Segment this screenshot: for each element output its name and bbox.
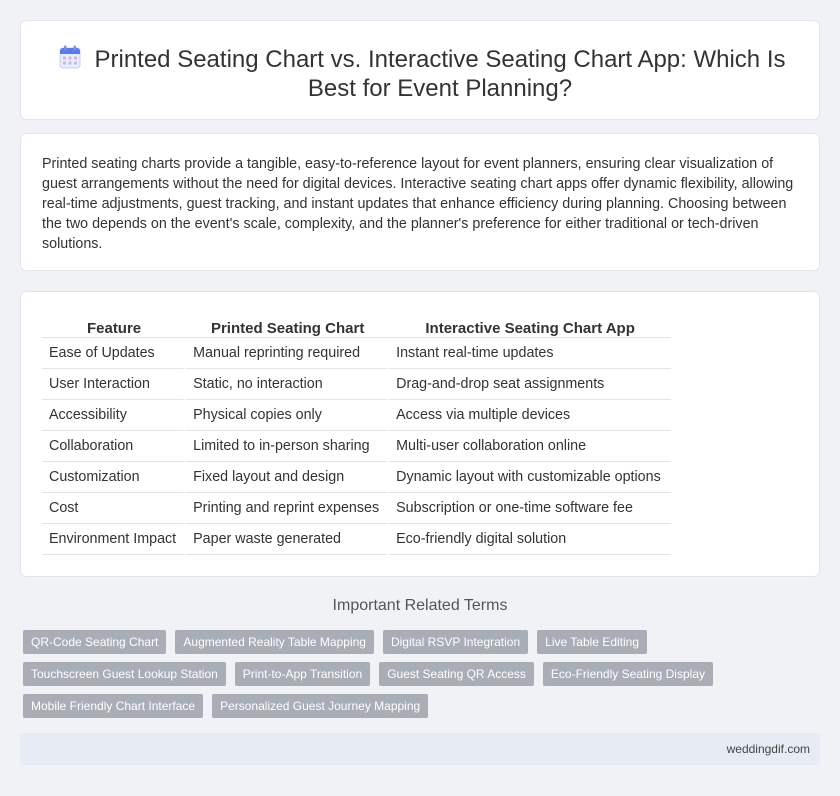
table-header-row [42, 316, 671, 338]
term-tag[interactable]: Digital RSVP Integration [383, 630, 528, 654]
term-tag[interactable]: Personalized Guest Journey Mapping [212, 694, 428, 718]
table-cell: Multi-user collaboration online [389, 431, 671, 462]
table-cell: Instant real-time updates [389, 338, 671, 369]
term-tag[interactable]: Touchscreen Guest Lookup Station [23, 662, 226, 686]
table-row [42, 369, 671, 400]
term-tag[interactable]: Augmented Reality Table Mapping [175, 630, 374, 654]
calendar-icon [59, 45, 81, 69]
table-cell: Accessibility [42, 400, 186, 431]
term-tag[interactable]: Guest Seating QR Access [379, 662, 534, 686]
table-cell: Cost [42, 493, 186, 524]
table-cell: Access via multiple devices [389, 400, 671, 431]
site-credit-link[interactable]: weddingdif.com [726, 742, 810, 756]
footer-bar [20, 733, 820, 765]
table-cell: Manual reprinting required [186, 338, 389, 369]
page-title: Printed Seating Chart vs. Interactive Seating Chart App: Which Is Best for Event Planning? [94, 46, 786, 102]
table-cell: Drag-and-drop seat assignments [389, 369, 671, 400]
column-header-printed: Printed Seating Chart [186, 316, 389, 338]
table-cell: Static, no interaction [186, 369, 389, 400]
comparison-card [20, 291, 820, 577]
related-terms-heading: Important Related Terms [332, 597, 508, 614]
term-tag[interactable]: Print-to-App Transition [235, 662, 370, 686]
intro-card [20, 133, 820, 271]
table-cell: Ease of Updates [42, 338, 186, 369]
table-row [42, 338, 671, 369]
table-row [42, 493, 671, 524]
table-cell: Fixed layout and design [186, 462, 389, 493]
table-row [42, 524, 671, 555]
term-tag[interactable]: QR-Code Seating Chart [23, 630, 166, 654]
term-tag[interactable]: Mobile Friendly Chart Interface [23, 694, 203, 718]
table-cell: Limited to in-person sharing [186, 431, 389, 462]
table-cell: Collaboration [42, 431, 186, 462]
table-cell: Paper waste generated [186, 524, 389, 555]
table-row [42, 462, 671, 493]
column-header-feature: Feature [42, 316, 186, 338]
intro-paragraph: Printed seating charts provide a tangible, easy-to-reference layout for event planners, ensuring clear visualization of guest arrangements without the need for digital devices. Interactive seating chart apps offer dynamic flexibility, allowing real-time adjustments, guest tracking, and instant updates that enhance efficiency during planning. Choosing between the two depends on the event's scale, complexity, and the planner's preference for either traditional or tech-driven solutions. [42, 156, 794, 252]
term-tag[interactable]: Live Table Editing [537, 630, 647, 654]
table-cell: User Interaction [42, 369, 186, 400]
table-cell: Eco-friendly digital solution [389, 524, 671, 555]
comparison-table [42, 316, 671, 555]
table-row [42, 431, 671, 462]
table-cell: Printing and reprint expenses [186, 493, 389, 524]
related-terms-list [23, 630, 803, 718]
table-cell: Subscription or one-time software fee [389, 493, 671, 524]
table-cell: Dynamic layout with customizable options [389, 462, 671, 493]
column-header-interactive: Interactive Seating Chart App [389, 316, 671, 338]
table-cell: Environment Impact [42, 524, 186, 555]
table-cell: Customization [42, 462, 186, 493]
title-card [20, 20, 820, 120]
term-tag[interactable]: Eco-Friendly Seating Display [543, 662, 713, 686]
table-cell: Physical copies only [186, 400, 389, 431]
table-row [42, 400, 671, 431]
